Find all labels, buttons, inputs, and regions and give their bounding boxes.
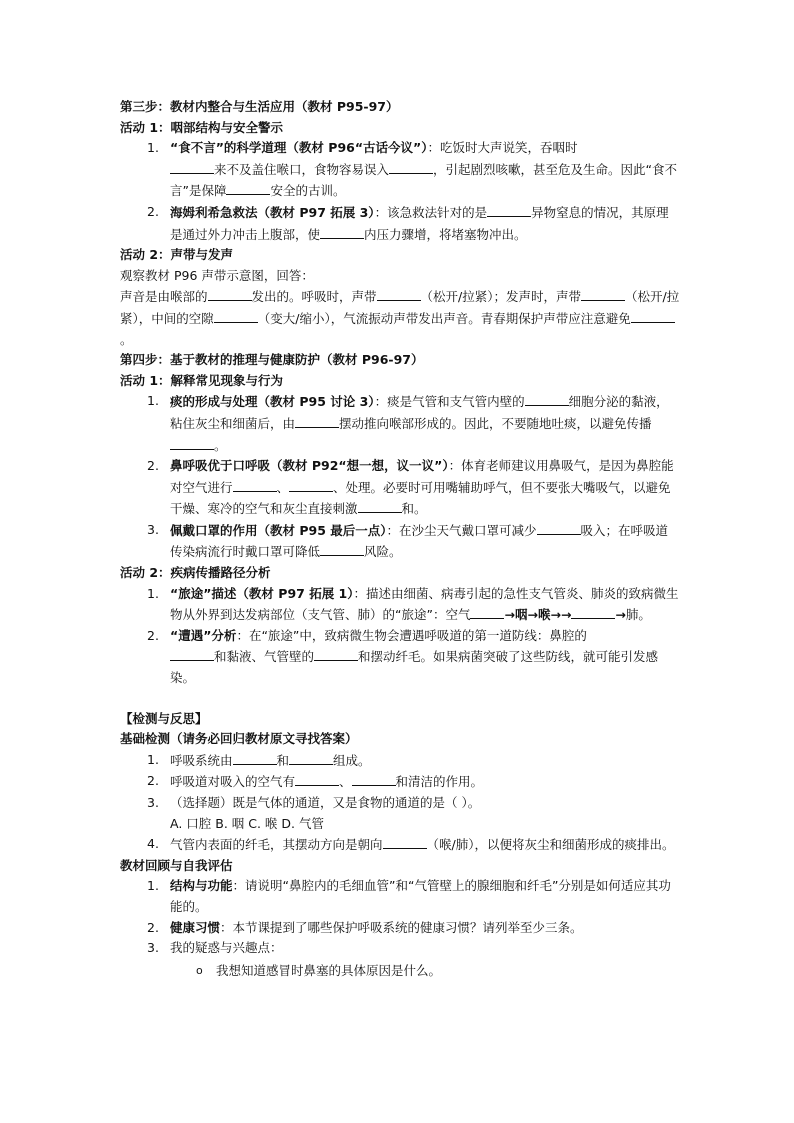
item-number: 1.: [147, 393, 159, 409]
bullet-icon: o: [196, 963, 203, 977]
list-item: 2. 呼吸道对吸入的空气有 、 和清洁的作用。: [147, 773, 484, 790]
basic-test-list: [120, 750, 680, 856]
list-item: 4. 气管内表面的纤毛，其摆动方向是朝向 （喉/肺），以便将灰尘和细菌形成的痰排出。: [147, 836, 675, 853]
answer-blank[interactable]: [581, 286, 625, 301]
item-heading: 佩戴口罩的作用（教材 P95 最后一点）: [170, 522, 387, 538]
list-item: 3. （选择题）既是气体的通道，又是食物的通道的是（ ）。 A. 口腔 B. 咽 C. 喉 D. 气管: [147, 795, 481, 831]
answer-blank[interactable]: [208, 286, 252, 301]
item-text: ：该急救法针对的是: [374, 204, 488, 220]
self-eval-title: 教材回顾与自我评估: [120, 857, 233, 873]
answer-blank[interactable]: [295, 413, 339, 428]
answer-blank[interactable]: [470, 604, 504, 619]
answer-blank[interactable]: [233, 750, 277, 765]
item-number: 1.: [147, 585, 159, 601]
sub-bullet-item: o 我想知道感冒时鼻塞的具体原因是什么。: [120, 961, 680, 982]
answer-blank[interactable]: [358, 498, 402, 513]
item-heading: “旅途”描述（教材 P97 拓展 1）: [170, 585, 354, 601]
item-text: 安全的古训。: [270, 183, 346, 199]
list-item: 1. 呼吸系统由 和 组成。: [147, 751, 371, 768]
list-item: [120, 138, 680, 202]
item-number: 1.: [147, 140, 159, 156]
answer-blank[interactable]: [289, 750, 333, 765]
step4-activity1-title: 活动 1：解释常见现象与行为: [120, 372, 284, 388]
answer-blank[interactable]: [352, 771, 396, 786]
step4-activity2-list: [120, 584, 680, 689]
self-eval-list: [120, 876, 680, 958]
answer-blank[interactable]: [289, 477, 333, 492]
document-page: [120, 97, 680, 981]
answer-blank[interactable]: [214, 308, 258, 323]
answer-blank[interactable]: [383, 834, 427, 849]
path-stage: 咽: [514, 607, 528, 623]
list-item: 2. 健康习惯：本节课提到了哪些保护呼吸系统的健康习惯？请列举至少三条。: [147, 919, 583, 935]
item-number: 2.: [147, 458, 159, 474]
item-text: 来不及盖住喉口，食物容易误入: [214, 161, 390, 177]
answer-blank[interactable]: [170, 159, 214, 174]
item-heading: 鼻呼吸优于口呼吸（教材 P92“想一想，议一议”）: [170, 458, 449, 474]
step3-activity1-list: [120, 138, 680, 245]
step3-title: 第三步：教材内整合与生活应用（教材 P95-97）: [120, 99, 399, 114]
item-heading: “遭遇”分析: [170, 627, 237, 643]
answer-blank[interactable]: [295, 771, 339, 786]
item-heading: “食不言”的科学道理（教材 P96“古话今议”）: [170, 140, 428, 156]
list-item: 1. 痰的形成与处理（教材 P95 讨论 3）：痰是气管和支气管内壁的 细胞分泌的黏液，粘住灰尘和细菌后，由 摆动推向喉部形成的。因此，不要随地吐痰，以避免传播。: [147, 393, 669, 453]
answer-blank[interactable]: [170, 435, 214, 450]
answer-blank[interactable]: [389, 159, 433, 174]
answer-blank[interactable]: [571, 604, 615, 619]
list-item: 3. 我的疑惑与兴趣点：: [147, 940, 283, 956]
arrow-icon: →: [560, 607, 572, 623]
answer-blank[interactable]: [170, 646, 214, 661]
step4-activity2-title: 活动 2：疾病传播路径分析: [120, 565, 271, 581]
arrow-icon: →: [504, 607, 515, 623]
item-text: ：吃饭时大声说笑，吞咽时: [427, 140, 578, 156]
answer-blank[interactable]: [233, 477, 277, 492]
list-item: 2. “遭遇”分析：在“旅途”中，致病微生物会遭遇呼吸道的第一道防线：鼻腔的 和黏液、气管壁的 和摆动纤毛。如果病菌突破了这些防线，就可能引发感染。: [147, 627, 659, 686]
list-item: 2. 鼻呼吸优于口呼吸（教材 P92“想一想，议一议”）：体育老师建议用鼻吸气，是因为鼻腔能对空气进行 、 、处理。必要时可用嘴辅助呼气，但不要张大嘴吸气，以避免干燥、寒冷的空气和灰尘直接刺激 和。: [147, 458, 674, 517]
choice-options: A. 口腔 B. 咽 C. 喉 D. 气管: [170, 815, 324, 831]
arrow-icon: →: [615, 607, 626, 623]
answer-blank[interactable]: [377, 286, 421, 301]
item-number: 2.: [147, 203, 159, 219]
answer-blank[interactable]: [226, 180, 270, 195]
item-number: 2.: [147, 627, 159, 643]
answer-blank[interactable]: [525, 391, 569, 406]
basic-test-title: 基础检测（请务必回归教材原文寻找答案）: [120, 731, 358, 747]
arrow-icon: →: [527, 607, 538, 623]
item-text: 异物窒息的情况，其原理是通过外力冲击上腹部，使: [170, 204, 669, 242]
list-item: [120, 202, 680, 245]
step4-activity1-list: [120, 391, 680, 563]
activity2-paragraph: 声音是由喉部的 发出的。呼吸时，声带 （松开/拉紧）；发声时，声带 （松开/拉紧），中间的空隙 （变大/缩小），气流振动声带发出声音。青春期保护声带应注意避免。: [120, 286, 680, 350]
answer-blank[interactable]: [314, 646, 358, 661]
item-heading: 痰的形成与处理（教材 P95 讨论 3）: [170, 394, 375, 410]
list-item: 3. 佩戴口罩的作用（教材 P95 最后一点）：在沙尘天气戴口罩可减少 吸入；在呼吸道传染病流行时戴口罩可降低 风险。: [147, 521, 669, 560]
item-number: 3.: [147, 521, 159, 537]
path-stage: 喉: [537, 607, 551, 623]
answer-blank[interactable]: [537, 520, 581, 535]
list-item: 1. 结构与功能：请说明“鼻腔内的毛细血管”和“气管壁上的腺细胞和纤毛”分别是如何适应其功能的。: [147, 878, 671, 914]
review-title: 【检测与反思】: [120, 710, 208, 726]
activity2-intro: 观察教材 P96 声带示意图，回答：: [120, 267, 314, 283]
answer-blank[interactable]: [320, 541, 364, 556]
answer-blank[interactable]: [487, 202, 531, 217]
item-heading: 海姆利希急救法（教材 P97 拓展 3）: [170, 204, 375, 220]
answer-blank[interactable]: [320, 224, 364, 239]
arrow-icon: →: [550, 607, 561, 623]
item-text: ，引起剧烈咳嗽，甚至危及生命。因此“食不言”是保障: [170, 161, 677, 199]
step4-title: 第四步：基于教材的推理与健康防护（教材 P96-97）: [120, 352, 424, 368]
answer-blank[interactable]: [631, 308, 675, 323]
step3-activity1-title: 活动 1：咽部结构与安全警示: [120, 119, 284, 135]
list-item: 1. “旅途”描述（教材 P97 拓展 1）：描述由细菌、病毒引起的急性支气管炎、肺炎的致病微生物从外界到达发病部位（支气管、肺）的“旅途”：空气 →咽→喉→→ →肺。: [147, 585, 679, 623]
item-text: 内压力骤增，将堵塞物冲出。: [364, 226, 527, 242]
step3-activity2-title: 活动 2：声带与发声: [120, 247, 234, 263]
